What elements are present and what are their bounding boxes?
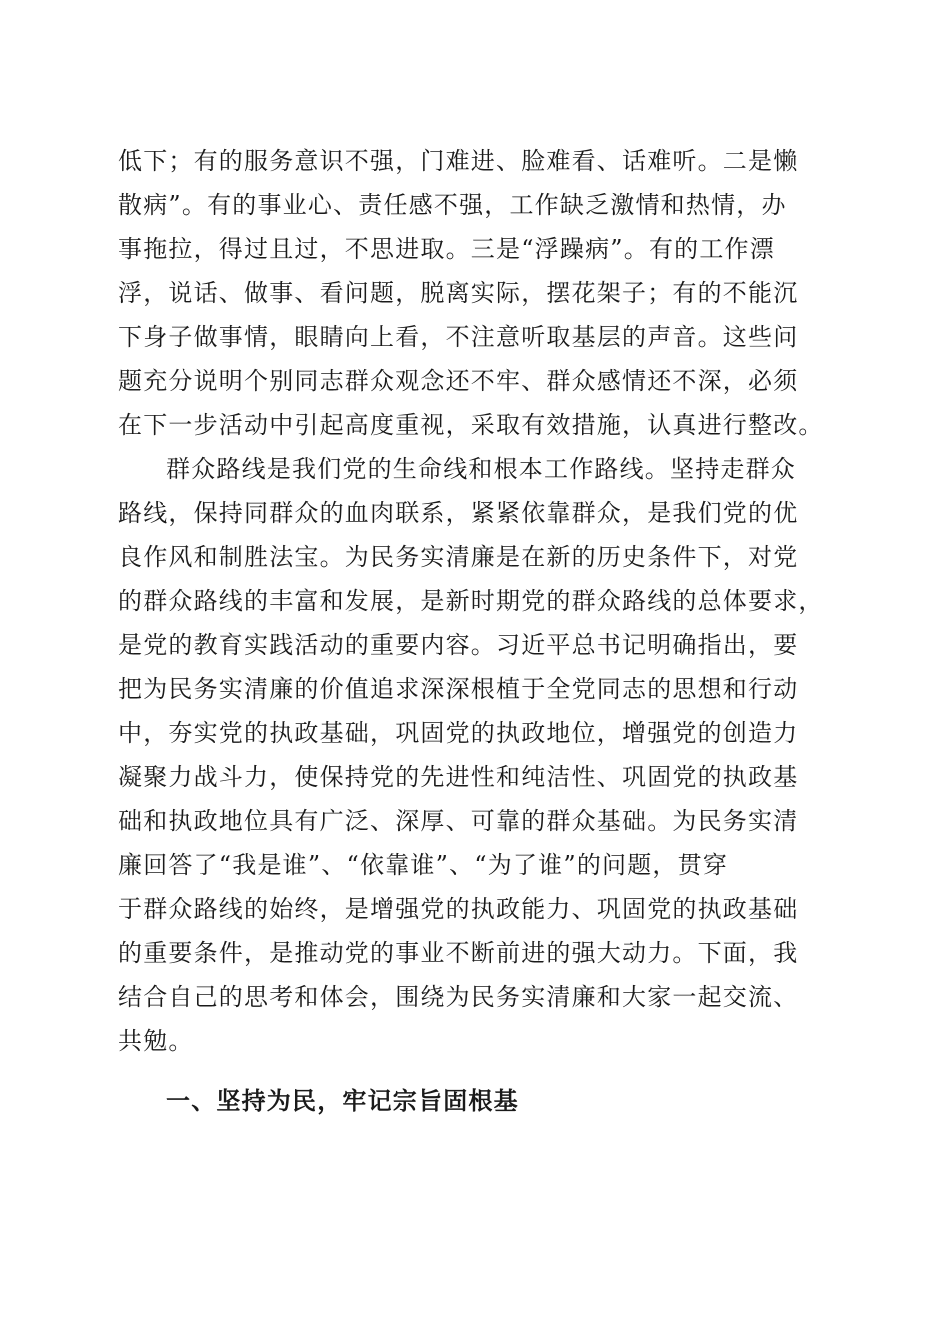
paragraph-line: 中，夯实党的执政基础，巩固党的执政地位，增强党的创造力 [118, 719, 799, 747]
paragraph-line: 良作风和制胜法宝。为民务实清廉是在新的历史条件下，对党 [118, 543, 799, 571]
paragraph-line: 凝聚力战斗力，使保持党的先进性和纯洁性、巩固党的执政基 [118, 763, 799, 791]
paragraph-line: 散病”。有的事业心、责任感不强，工作缺乏激情和热情，办 [118, 191, 787, 219]
paragraph-line: 在下一步活动中引起高度重视，采取有效措施，认真进行整改。 [118, 411, 824, 439]
paragraph-line: 事拖拉，得过且过，不思进取。三是“浮躁病”。有的工作漂 [118, 235, 775, 263]
paragraph-line: 的重要条件，是推动党的事业不断前进的强大动力。下面，我 [118, 939, 799, 967]
paragraph-line: 结合自己的思考和体会，围绕为民务实清廉和大家一起交流、 [118, 983, 799, 1011]
paragraph-line: 下身子做事情，眼睛向上看，不注意听取基层的声音。这些问 [118, 323, 799, 351]
paragraph-2 [118, 447, 838, 1063]
paragraph-line: 廉回答了“我是谁”、“依靠谁”、“为了谁”的问题，贯穿 [118, 851, 729, 879]
paragraph-line: 础和执政地位具有广泛、深厚、可靠的群众基础。为民务实清 [118, 807, 799, 835]
paragraph-line: 共勉。 [118, 1027, 194, 1055]
paragraph-line: 的群众路线的丰富和发展，是新时期党的群众路线的总体要求， [118, 587, 824, 615]
paragraph-line: 路线，保持同群众的血肉联系，紧紧依靠群众，是我们党的优 [118, 499, 799, 527]
paragraph-line: 于群众路线的始终，是增强党的执政能力、巩固党的执政基础 [118, 895, 799, 923]
paragraph-line: 低下；有的服务意识不强，门难进、脸难看、话难听。二是懒 [118, 147, 799, 175]
paragraph-line: 把为民务实清廉的价值追求深深根植于全党同志的思想和行动 [118, 675, 799, 703]
paragraph-line: 题充分说明个别同志群众观念还不牢、群众感情还不深，必须 [118, 367, 799, 395]
paragraph-line: 浮，说话、做事、看问题，脱离实际，摆花架子；有的不能沉 [118, 279, 799, 307]
section-heading: 一、坚持为民，牢记宗旨固根基 [166, 1087, 519, 1115]
paragraph-1 [118, 139, 838, 447]
paragraph-line: 是党的教育实践活动的重要内容。习近平总书记明确指出，要 [118, 631, 799, 659]
paragraph-line: 群众路线是我们党的生命线和根本工作路线。坚持走群众 [166, 455, 796, 483]
